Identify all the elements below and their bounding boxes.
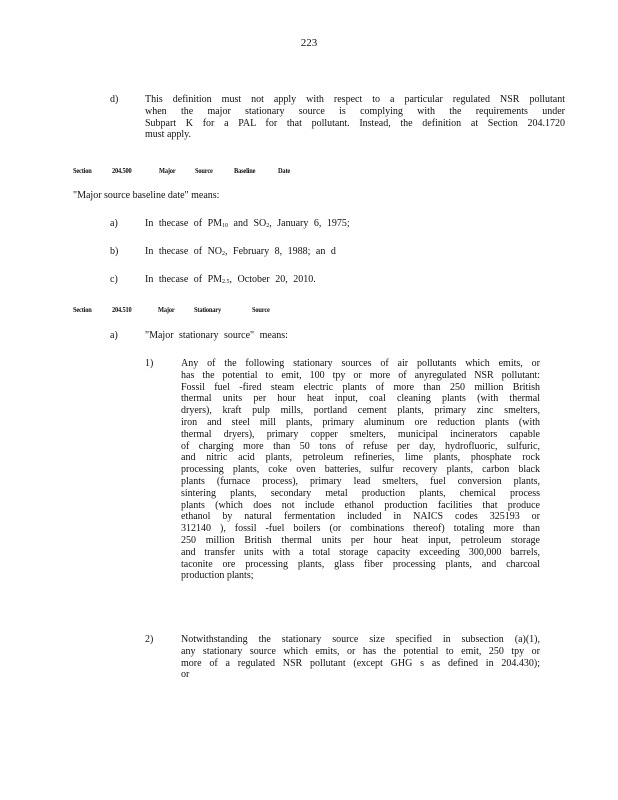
item-1-line: iron and steel mill plants, primary aluminum ore reduction plants (with bbox=[181, 416, 540, 428]
baseline-c-pre: In thecase of PM bbox=[145, 274, 223, 285]
baseline-a-label: a) bbox=[110, 218, 118, 229]
baseline-c-text bbox=[145, 274, 316, 289]
baseline-b-sub: 2 bbox=[222, 251, 226, 257]
section-500-title-word: Source bbox=[195, 166, 213, 175]
item-1-line: thermal units per hour heat input, coal cleaning plants (with thermal bbox=[181, 393, 540, 405]
item-1-line: Fossil fuel -fired steam electric plants of more than 250 million British bbox=[181, 381, 540, 393]
item-1-line: Any of the following stationary sources of air pollutants which emits, or bbox=[181, 358, 540, 369]
item-1-line: has the potential to emit, 100 tpy or more of anyregulated NSR pollutant: bbox=[181, 369, 540, 381]
baseline-a-sub2: 2 bbox=[266, 223, 270, 229]
item-1-line: 312140 ), fossil -fuel boilers (or combinations thereof) totaling more than bbox=[181, 523, 540, 535]
item-1-line: ethanol by natural fermentation included in NAICS codes 325193 or bbox=[181, 511, 540, 523]
item-1-line: processing plants, coke oven batteries, sulfur recovery plants, carbon black bbox=[181, 464, 540, 476]
item-1-line: plants (which does not include ethanol production facilities that produce bbox=[181, 499, 540, 511]
baseline-b-label: b) bbox=[110, 246, 119, 257]
baseline-c-label: c) bbox=[110, 274, 118, 285]
item-1-line: taconite ore processing plants, glass fiber processing plants, and charcoal bbox=[181, 558, 540, 570]
item-2-line: more of a regulated NSR pollutant (except GHG s as defined in 204.430); bbox=[181, 657, 540, 669]
page-number: 223 bbox=[300, 37, 318, 49]
section-510-title-word: Source bbox=[252, 305, 270, 314]
section-510-title-word: Stationary bbox=[194, 305, 222, 314]
item-d-text bbox=[145, 94, 565, 141]
item-1-line: plants (furnace process), primary lead smelters, fuel conversion plants, bbox=[181, 475, 540, 487]
baseline-b-pre: In thecase of NO bbox=[145, 246, 223, 257]
item-2-line: any stationary source which emits, or has the potential to emit, 250 tpy or bbox=[181, 645, 540, 657]
section-500-word: Section bbox=[73, 166, 92, 175]
section-510-title-word: Major bbox=[158, 305, 175, 314]
baseline-c-post: , October 20, 2010. bbox=[229, 274, 316, 285]
item-d-label: d) bbox=[110, 94, 119, 105]
item-d-line: when the major stationary source is complying with the requirements under bbox=[145, 105, 565, 117]
baseline-a-tail: , January 6, 1975; bbox=[269, 218, 350, 229]
item-1-line: of charging more than 50 tons of refuse per day, hydrofluoric, sulfuric, bbox=[181, 440, 540, 452]
item-1-text bbox=[181, 358, 540, 582]
item-1-line: thermal dryers), primary copper smelters, municipal incinerators capable bbox=[181, 428, 540, 440]
section-500-title-word: Date bbox=[278, 166, 291, 175]
section-500-title-word: Major bbox=[159, 166, 176, 175]
item-1-line: dryers), kraft pulp mills, portland cement plants, primary zinc smelters, bbox=[181, 405, 540, 417]
item-d-line: Subpart K for a PAL for that pollutant. Instead, the definition at Section 204.1720 bbox=[145, 117, 565, 129]
section-510-number: 204.510 bbox=[112, 305, 132, 314]
item-2-label: 2) bbox=[145, 634, 154, 645]
item-2-line: or bbox=[181, 669, 190, 681]
baseline-c-sub: 2.5 bbox=[222, 279, 230, 285]
baseline-a-text bbox=[145, 218, 350, 233]
item-a-text: "Major stationary source" means: bbox=[145, 330, 288, 341]
section-510-word: Section bbox=[73, 305, 92, 314]
item-1-line: and nitric acid plants, petroleum refineries, lime plants, phosphate rock bbox=[181, 452, 540, 464]
item-1-line: 250 million British thermal units per hour heat input, petroleum storage bbox=[181, 534, 540, 546]
baseline-b-post: , February 8, 1988; an d bbox=[225, 246, 336, 257]
item-a-label: a) bbox=[110, 330, 118, 341]
section-500-number: 204.500 bbox=[112, 166, 132, 175]
baseline-b-text bbox=[145, 246, 336, 261]
section-500-title-word: Baseline bbox=[234, 166, 256, 175]
item-1-line: sintering plants, secondary metal production plants, chemical process bbox=[181, 487, 540, 499]
item-d-line: must apply. bbox=[145, 129, 192, 141]
item-1-line: and transfer units with a total storage capacity exceeding 300,000 barrels, bbox=[181, 546, 540, 558]
baseline-a-sub: 10 bbox=[222, 223, 229, 229]
item-1-label: 1) bbox=[145, 358, 154, 369]
item-d-line: This definition must not apply with respect to a particular regulated NSR pollutant bbox=[145, 94, 565, 105]
item-2-line: Notwithstanding the stationary source size specified in subsection (a)(1), bbox=[181, 634, 540, 645]
item-1-line: production plants; bbox=[181, 570, 254, 582]
baseline-intro: "Major source baseline date" means: bbox=[73, 190, 220, 201]
baseline-a-post: and SO bbox=[233, 218, 267, 229]
baseline-a-pre: In thecase of PM bbox=[145, 218, 223, 229]
item-2-text bbox=[181, 634, 540, 681]
